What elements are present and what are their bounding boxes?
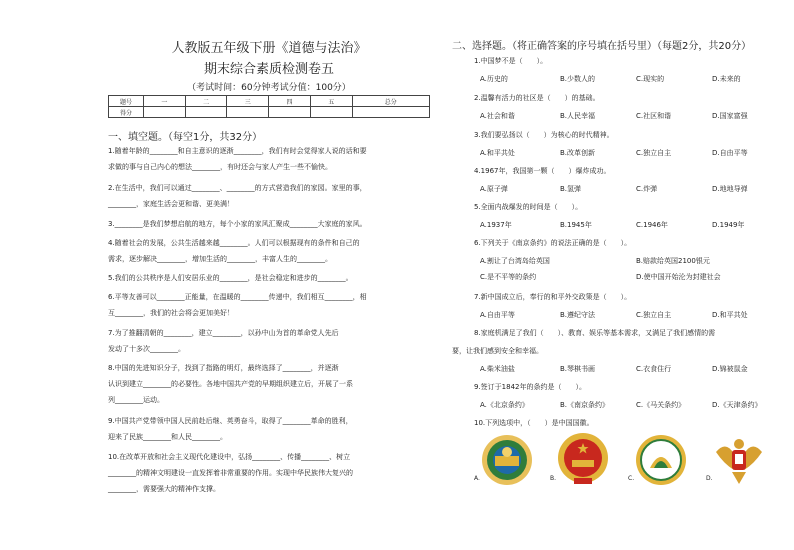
option[interactable]: C.《马关条约》 [636,401,686,409]
option[interactable]: D.和平共处 [712,311,748,319]
score-cell: 五 [310,96,352,107]
fill-line: 需求，逐步解决________，增加生活的________，丰富人生的________。 [108,255,332,263]
choice-question-cont: 要，让我们感到安全和幸福。 [452,347,543,355]
choice-options [480,111,748,121]
choice-options [480,256,710,266]
choice-options [480,272,721,282]
option[interactable]: D.自由平等 [712,149,748,157]
option[interactable]: B.少数人的 [560,75,596,83]
china-national-emblem-icon [556,430,610,490]
score-cell[interactable] [185,107,227,118]
option[interactable]: A.《北京条约》 [480,401,529,409]
fill-line: 发动了十多次________。 [108,345,185,353]
fill-line: 5.我们的公共秩序是人们安居乐业的________，是社会稳定和进步的________。 [108,274,353,282]
choice-options [480,220,744,230]
option[interactable]: D.地地导弹 [712,185,748,193]
choice-question: 3.我们要弘扬以（ ）为核心的时代精神。 [474,131,614,139]
option[interactable]: A.原子弹 [480,185,508,193]
choice-options [480,310,748,320]
option[interactable]: D.使中国开始沦为封建社会 [636,273,721,281]
score-cell: 三 [227,96,269,107]
section2-heading: 二、选择题。（将正确答案的序号填在括号里）（每题2分，共20分） [452,41,752,52]
score-cell[interactable] [227,107,269,118]
score-table-row [109,107,430,118]
option[interactable]: D.《天津条约》 [712,401,762,409]
score-cell: 得分 [109,107,144,118]
choice-question: 6.下列关于《南京条约》的说法正确的是（ ）。 [474,239,632,247]
national-emblem-c-icon [634,430,688,490]
emblem-label: C. [628,475,635,482]
choice-options [480,148,748,158]
option[interactable]: B.遵纪守法 [560,311,596,319]
fill-line: ________，家庭生活会更和谐、更美满！ [108,200,234,208]
option[interactable]: A.割让了台湾岛给英国 [480,257,550,265]
emblem-option-a[interactable] [474,430,534,490]
fill-line: 迎来了民族________和人民________。 [108,433,227,441]
option[interactable]: C.现实的 [636,75,665,83]
option[interactable]: D.1949年 [712,221,745,229]
choice-question: 7.新中国成立后，奉行的和平外交政策是（ ）。 [474,293,632,301]
score-cell: 总分 [352,96,429,107]
choice-question: 4.1967年，我国第一颗（ ）爆炸成功。 [474,167,611,175]
option[interactable]: C.社区和谐 [636,112,672,120]
choice-question: 10.下列选项中，（ ）是中国国徽。 [474,419,594,427]
choice-question: 2.温馨有活力的社区是（ ）的基础。 [474,94,600,102]
score-cell: 一 [144,96,186,107]
emblem-label: A. [474,475,480,482]
score-cell[interactable] [352,107,429,118]
exam-info: （考试时间：60分钟考试分值：100分） [187,83,351,93]
emblem-option-b[interactable] [550,430,610,490]
choice-question: 9.签订于1842年的条约是（ ）。 [474,383,586,391]
score-table-row [109,96,430,107]
score-cell: 题号 [109,96,144,107]
choice-question: 8.家庭机满足了我们（ ）、教育、娱乐等基本需求，又满足了我们感情的需 [474,329,716,337]
fill-line: 2.在生活中，我们可以通过________、________的方式营造我们的家园。家里的事， [108,184,367,192]
fill-line: 7.为了推翻清朝的________，建立________，以孙中山为首的革命党人先后 [108,329,339,337]
choice-options [480,364,748,374]
option[interactable]: C.独立自主 [636,311,672,319]
option[interactable]: B.《南京条约》 [560,401,610,409]
fill-line: 10.在改革开放和社会主义现代化建设中，弘扬________、传播________、树立 [108,453,351,461]
option[interactable]: A.1937年 [480,221,512,229]
fill-line: 4.随着社会的发展，公共生活越来越________。人们可以根据现有的条件和自己的 [108,239,360,247]
option[interactable]: D.未来的 [712,75,741,83]
option[interactable]: C.是不平等的条约 [480,273,537,281]
fill-line: 9.中国共产党带领中国人民前赴后继、英勇奋斗，取得了________革命的胜利， [108,417,353,425]
score-cell[interactable] [144,107,186,118]
fill-line: ________，需要强大的精神作支撑。 [108,485,220,493]
score-cell[interactable] [269,107,311,118]
option[interactable]: B.琴棋书画 [560,365,596,373]
emblem-option-d[interactable] [706,430,766,490]
fill-line: 6.平等友善可以________正能量，在温暖的________传递中，我们相互________，相 [108,293,367,301]
exam-subtitle: 期末综合素质检测卷五 [203,62,334,77]
option[interactable]: C.炸弹 [636,185,658,193]
option[interactable]: B.人民幸福 [560,112,596,120]
option[interactable]: C.独立自主 [636,149,672,157]
choice-options [480,400,762,410]
fill-line: 8.中国的先进知识分子，找到了指路的明灯，最终选择了________，并逐渐 [108,364,339,372]
option[interactable]: A.和平共处 [480,149,515,157]
score-cell: 四 [269,96,311,107]
emblem-option-c[interactable] [628,430,688,490]
choice-question: 5.全面内战爆发的时间是（ ）。 [474,203,583,211]
option[interactable]: D.锦被鼠金 [712,365,748,373]
fill-line: ________的精神文明建设一直发挥着非常重要的作用。实现中华民族伟大复兴的 [108,469,353,477]
fill-line: 3.________是我们梦想启航的地方，每个小家的家风汇聚成________大家庭的家风。 [108,220,367,228]
option[interactable]: A.自由平等 [480,311,515,319]
option[interactable]: D.国家富强 [712,112,748,120]
option[interactable]: B.改革创新 [560,149,596,157]
emblem-label: B. [550,475,557,482]
option[interactable]: B.氢弹 [560,185,582,193]
fill-line: 互________，我们的社会将会更加美好！ [108,309,234,317]
emblem-label: D. [706,475,713,482]
choice-question: 1.中国梦不是（ ）。 [474,57,548,65]
score-cell: 二 [185,96,227,107]
option[interactable]: A.历史的 [480,75,508,83]
option[interactable]: A.社会和谐 [480,112,515,120]
section1-heading: 一、填空题。（每空1分，共32分） [108,132,263,143]
national-emblem-d-icon [712,430,766,490]
score-cell[interactable] [310,107,352,118]
score-table [108,95,430,118]
option[interactable]: A.柴米油盐 [480,365,515,373]
fill-line: 列________运动。 [108,396,164,404]
exam-title: 人教版五年级下册《道德与法治》 [171,41,367,56]
fill-line: 求做的事与自己内心的想法________，有时还会与家人产生一些不愉快。 [108,163,332,171]
option[interactable]: C.衣食住行 [636,365,672,373]
choice-options [480,184,748,194]
option[interactable]: B.1945年 [560,221,592,229]
fill-line: 认识到建立________的必要性。各地中国共产党的早期组织建立后，开展了一系 [108,380,353,388]
national-emblem-a-icon [480,430,534,490]
option[interactable]: C.1946年 [636,221,668,229]
option[interactable]: B.赔款给英国2100银元 [636,257,710,265]
choice-options [480,74,741,84]
emblem-options [474,430,770,492]
fill-line: 1.随着年龄的________和自主意识的逐渐________，我们有时会觉得家人说的话和要 [108,147,367,155]
